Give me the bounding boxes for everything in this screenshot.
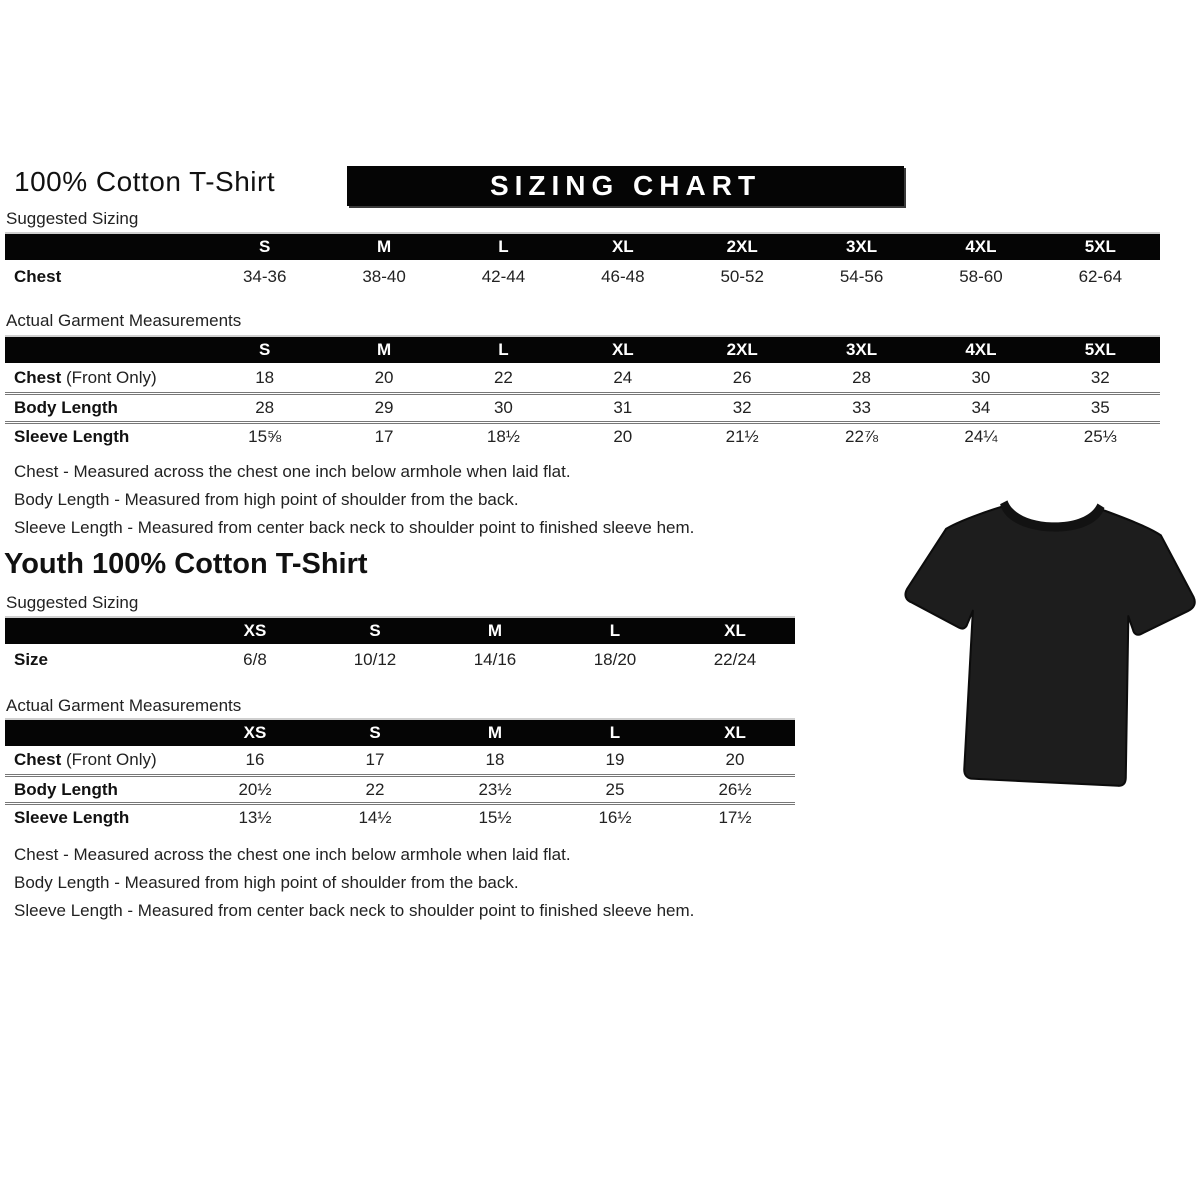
table-row (5, 260, 1160, 293)
table-cell: 25 (605, 779, 625, 799)
table-cell: 22 (365, 779, 385, 799)
column-header: XL (724, 621, 746, 640)
row-label-text: Body Length (14, 779, 118, 799)
youth-actual-measurements-table (5, 718, 795, 830)
table-cell: 24 (613, 367, 633, 387)
table-row (5, 392, 1160, 421)
table-header-row (5, 234, 1160, 260)
table-cell: 34 (971, 398, 991, 417)
column-header: 2XL (726, 340, 758, 359)
column-header: L (498, 340, 509, 359)
table-cell: 26½ (718, 779, 752, 799)
note-body-length: Body Length - Measured from high point of shoulder from the back. (14, 490, 519, 509)
row-label (5, 808, 195, 828)
table-cell: 54-56 (839, 266, 884, 286)
table-cell: 35 (1090, 398, 1110, 417)
table-row (5, 802, 795, 830)
row-label-suffix: (Front Only) (61, 750, 157, 769)
table-cell: 20 (725, 750, 745, 769)
column-header: 4XL (965, 340, 997, 359)
column-header: S (259, 237, 271, 256)
table-cell: 18 (255, 367, 275, 387)
row-label (5, 368, 205, 388)
table-cell: 26 (732, 367, 752, 387)
table-cell: 16½ (598, 807, 632, 827)
table-cell: 22/24 (713, 649, 757, 669)
sizing-chart-banner: SIZING CHART (347, 166, 904, 206)
table-cell: 32 (1090, 367, 1110, 387)
adult-suggested-sizing-label: Suggested Sizing (6, 209, 139, 228)
table-cell: 58-60 (959, 266, 1003, 286)
table-header-row (5, 720, 795, 746)
table-row (5, 363, 1160, 392)
adult-actual-measurements-label: Actual Garment Measurements (6, 311, 242, 330)
table-cell: 34-36 (242, 266, 287, 286)
adult-measurement-notes (14, 462, 694, 546)
column-header: 3XL (845, 340, 878, 359)
row-label-suffix: (Front Only) (61, 367, 157, 387)
table-cell: 17 (365, 750, 385, 769)
table-cell: 33 (852, 398, 872, 417)
table-cell: 30 (971, 367, 991, 387)
table-header-row (5, 337, 1160, 363)
row-label (5, 398, 205, 418)
table-cell: 14½ (358, 807, 392, 827)
row-label-text: Chest (14, 750, 62, 769)
column-header: 3XL (845, 237, 878, 256)
column-header: S (259, 340, 271, 359)
note-sleeve-length: Sleeve Length - Measured from center back neck to shoulder point to finished sleeve hem. (14, 901, 695, 920)
row-label (5, 780, 195, 800)
tshirt-photo (893, 468, 1200, 818)
table-cell: 15⅝ (248, 427, 282, 446)
column-header: M (376, 340, 392, 359)
table-row (5, 746, 795, 774)
table-cell: 46-48 (601, 266, 645, 286)
adult-actual-measurements-table (5, 335, 1160, 450)
column-header: L (498, 237, 509, 256)
table-cell: 16 (245, 750, 265, 769)
note-chest: Chest - Measured across the chest one inch below armhole when laid flat. (14, 462, 571, 481)
row-label-text: Chest (14, 266, 62, 286)
table-cell: 62-64 (1078, 266, 1123, 286)
table-cell: 28 (852, 367, 872, 387)
note-sleeve-length: Sleeve Length - Measured from center back neck to shoulder point to finished sleeve hem. (14, 518, 695, 537)
youth-measurement-notes (14, 845, 694, 929)
column-header: 5XL (1084, 340, 1116, 359)
column-header: XL (611, 237, 634, 256)
youth-suggested-sizing-table (5, 616, 795, 675)
table-row (5, 421, 1160, 450)
row-label (5, 267, 205, 287)
table-cell: 17½ (718, 807, 752, 827)
adult-suggested-sizing-table (5, 232, 1160, 293)
youth-suggested-sizing-label: Suggested Sizing (6, 593, 139, 612)
table-cell: 32 (732, 398, 752, 417)
column-header: L (609, 621, 621, 640)
table-row (5, 774, 795, 802)
table-cell: 25⅓ (1083, 427, 1117, 446)
column-header: XL (724, 723, 746, 742)
column-header: 4XL (965, 237, 997, 256)
column-header: 5XL (1084, 237, 1116, 256)
table-cell: 21½ (725, 427, 759, 446)
note-chest: Chest - Measured across the chest one inch below armhole when laid flat. (14, 845, 571, 864)
table-cell: 6/8 (243, 649, 267, 669)
row-label (5, 750, 195, 770)
row-label-text: Sleeve Length (14, 807, 130, 827)
column-header: L (609, 723, 621, 742)
column-header: 2XL (726, 237, 758, 256)
column-header: S (369, 723, 381, 742)
column-header: S (369, 621, 381, 640)
table-cell: 22⅞ (845, 427, 879, 446)
table-cell: 42-44 (481, 266, 526, 286)
table-cell: 31 (613, 398, 633, 417)
youth-section-title: Youth 100% Cotton T-Shirt (4, 548, 368, 580)
table-cell: 29 (374, 398, 394, 417)
column-header: XS (243, 621, 267, 640)
row-label-text: Sleeve Length (14, 427, 130, 446)
row-label (5, 650, 195, 670)
column-header: M (376, 237, 392, 256)
table-header-row (5, 618, 795, 644)
column-header: M (487, 723, 503, 742)
table-cell: 18 (485, 750, 505, 769)
table-cell: 19 (605, 750, 625, 769)
table-cell: 23½ (478, 779, 512, 799)
table-cell: 13½ (238, 807, 272, 827)
table-cell: 18/20 (593, 649, 637, 669)
row-label-text: Size (14, 649, 49, 669)
row-label (5, 427, 205, 447)
page-title: 100% Cotton T-Shirt (14, 166, 276, 197)
youth-actual-measurements-label: Actual Garment Measurements (6, 696, 242, 715)
table-row (5, 644, 795, 675)
table-cell: 20½ (238, 779, 272, 799)
table-cell: 10/12 (353, 649, 397, 669)
table-cell: 20 (374, 367, 394, 387)
table-cell: 17 (374, 427, 394, 446)
column-header: XL (611, 340, 634, 359)
table-cell: 50-52 (720, 266, 764, 286)
table-cell: 14/16 (473, 649, 517, 669)
black-tshirt-image (893, 468, 1200, 818)
table-cell: 20 (613, 427, 633, 446)
row-label-text: Body Length (14, 398, 118, 417)
table-cell: 24¼ (964, 427, 998, 446)
table-cell: 28 (255, 398, 275, 417)
table-cell: 38-40 (362, 266, 406, 286)
note-body-length: Body Length - Measured from high point of shoulder from the back. (14, 873, 519, 892)
table-cell: 22 (493, 367, 513, 387)
column-header: M (487, 621, 503, 640)
column-header: XS (243, 723, 267, 742)
row-label-text: Chest (14, 367, 62, 387)
table-cell: 18½ (486, 427, 520, 446)
table-cell: 30 (493, 398, 513, 417)
table-cell: 15½ (478, 807, 512, 827)
